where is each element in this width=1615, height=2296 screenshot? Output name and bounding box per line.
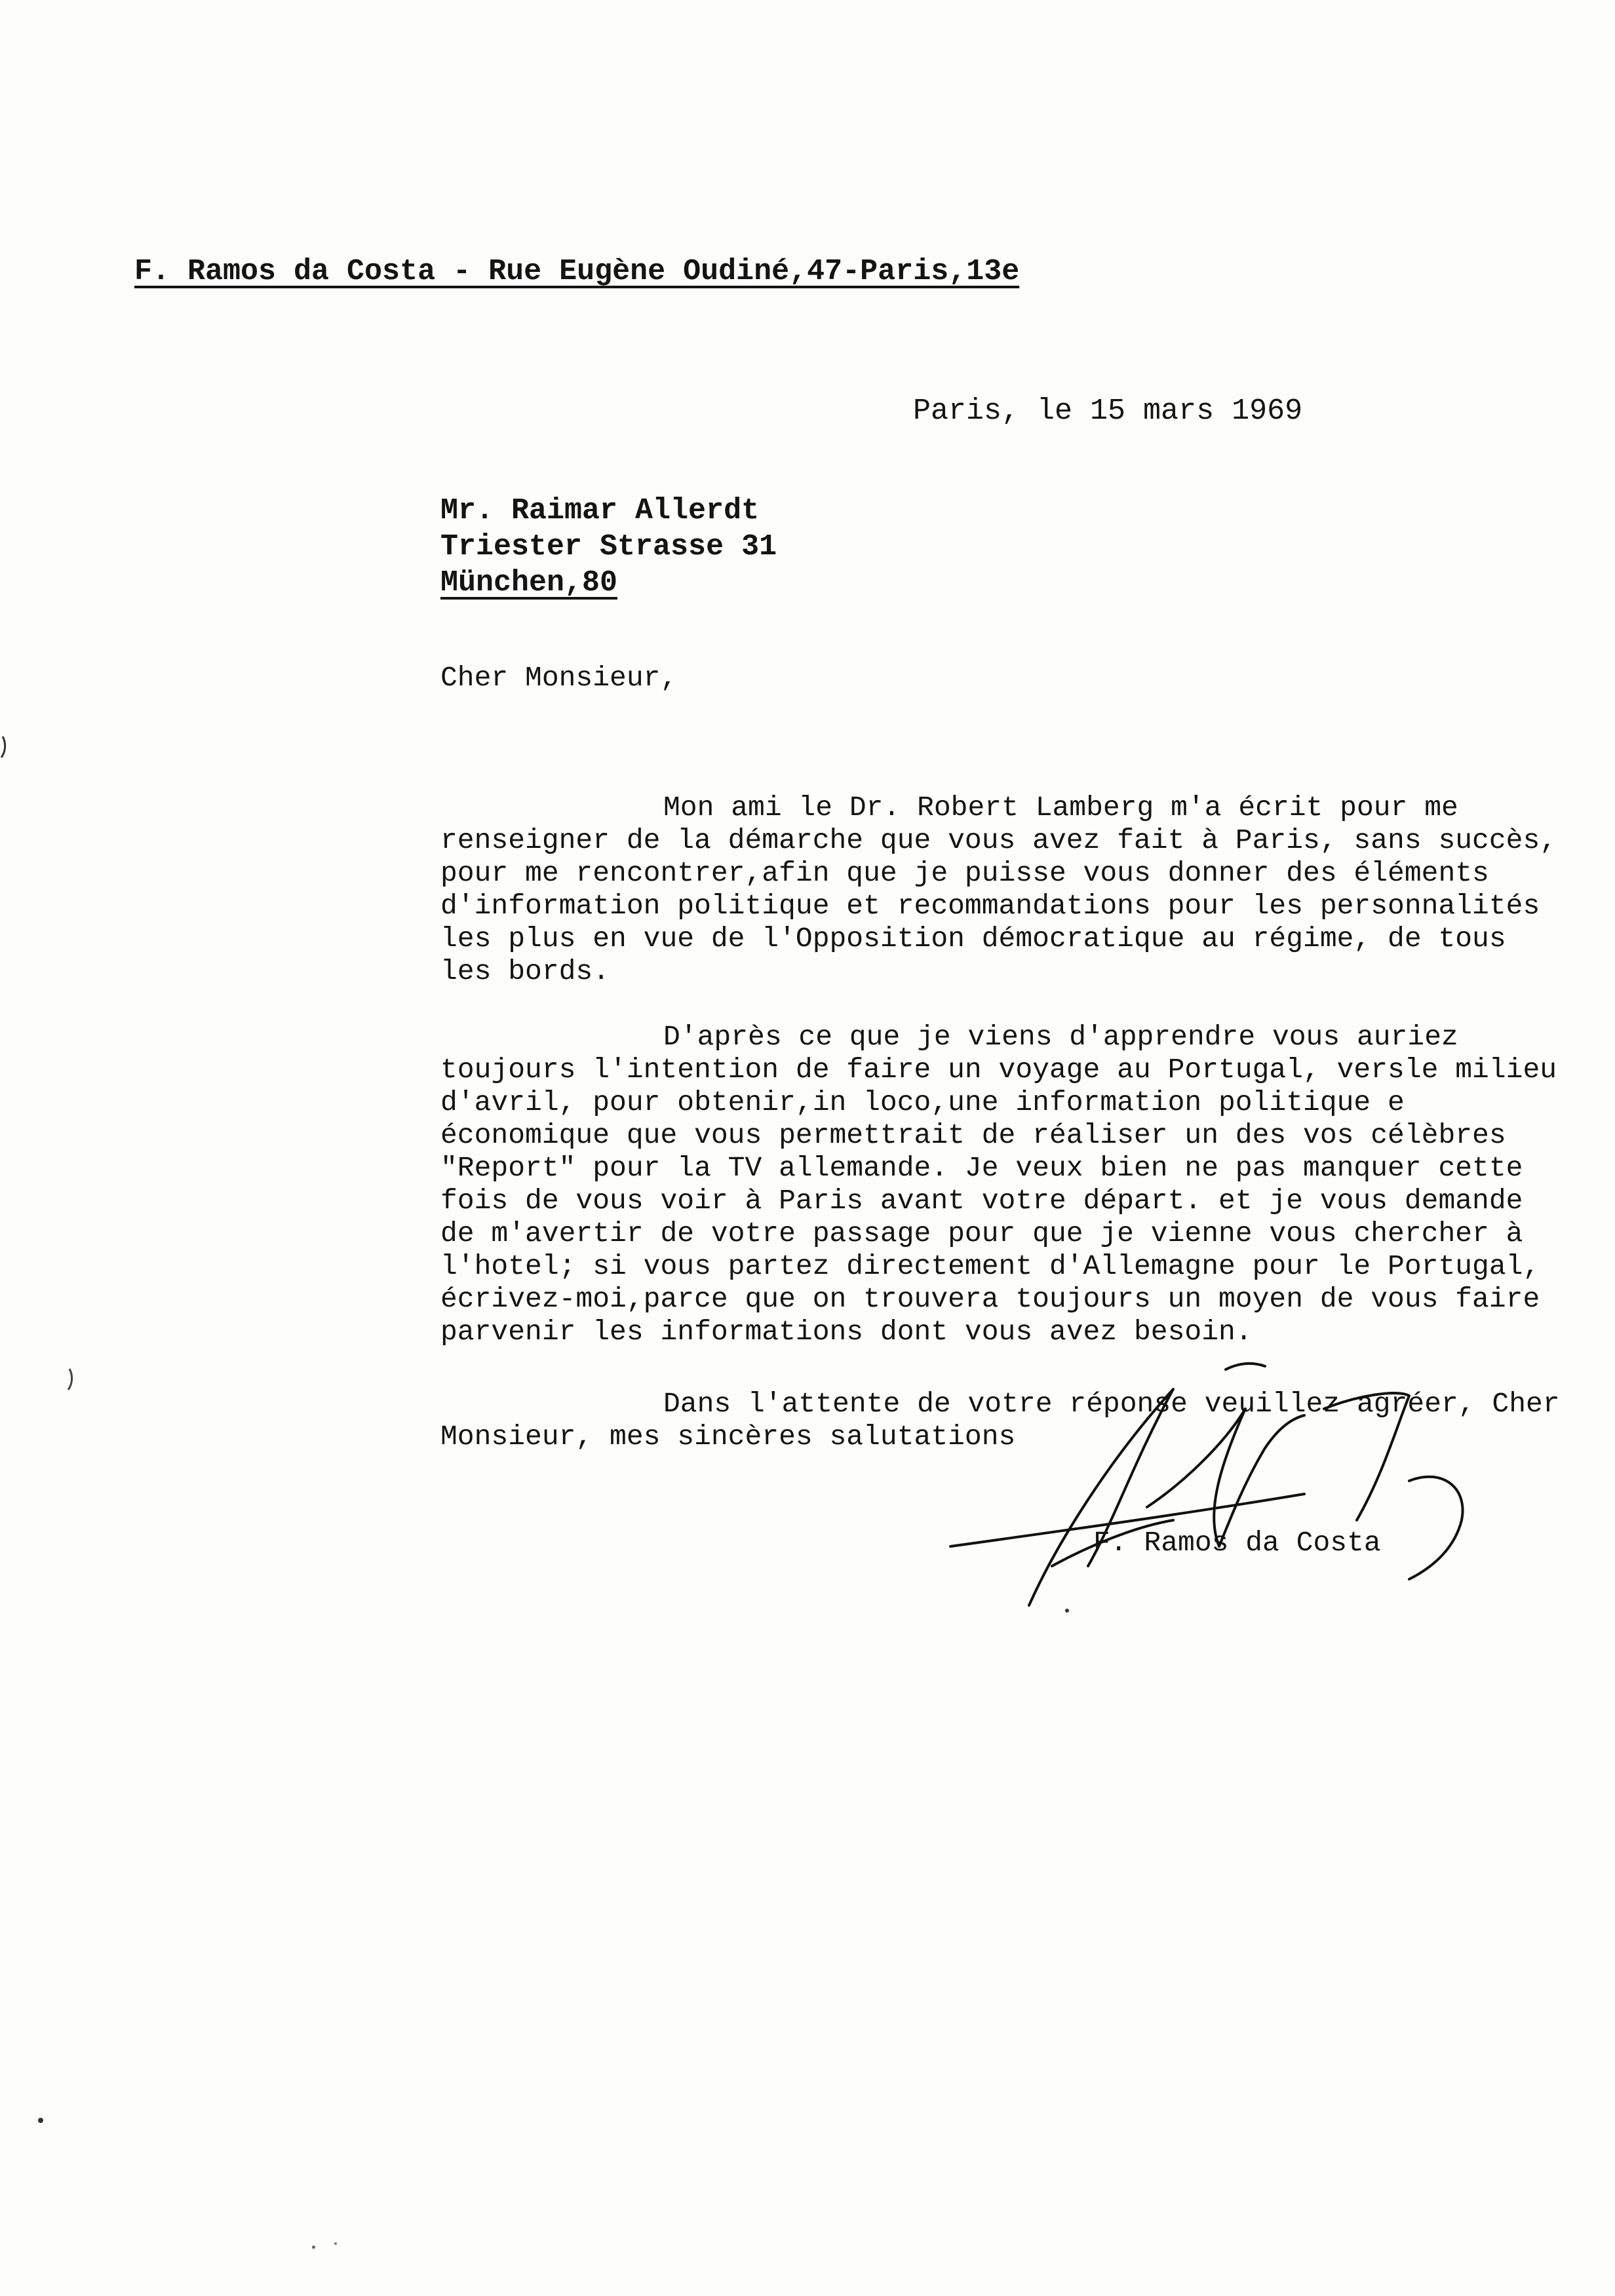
handwritten-signature-icon [937, 1350, 1514, 1625]
scan-mark-icon [0, 734, 13, 760]
paragraph-1: Mon ami le Dr. Robert Lamberg m'a écrit pour me renseigner de la démarche que vous avez fait à Paris, sans succès, pour me rencontrer,afin que je puisse vous donner des éléments d'information politique et recommandations pour les personnalités les plus en vue de l'Opposition démocratique au régime, de tous les bords. [440, 792, 1557, 987]
scan-speck-icon [334, 2242, 337, 2245]
recipient-name: Mr. Raimar Allerdt [440, 494, 760, 527]
letter-date: Paris, le 15 mars 1969 [913, 394, 1303, 428]
recipient-street: Triester Strasse 31 [440, 530, 777, 564]
closing-paragraph: Dans l'attente de votre réponse veuillez agréer, Cher Monsieur, mes sincères salutations [440, 1388, 1560, 1453]
recipient-city: München,80 [440, 566, 618, 600]
signature-name: F. Ramos da Costa [1093, 1527, 1381, 1559]
letterhead: F. Ramos da Costa - Rue Eugène Oudiné,47-Paris,13e [134, 255, 1020, 288]
scan-speck-icon [1065, 1609, 1069, 1613]
scan-mark-icon [67, 1366, 80, 1392]
scan-speck-icon [312, 2246, 315, 2249]
scan-speck-icon [38, 2118, 43, 2123]
salutation: Cher Monsieur, [440, 662, 678, 694]
paragraph-2: D'après ce que je viens d'apprendre vous auriez toujours l'intention de faire un voyage au Portugal, versle milieu d'avril, pour obtenir,in loco,une information politique e économique que vous permettrait de réaliser un des vos célèbres "Report" pour la TV allemande. Je veux bien ne pas manquer cette fois de vous voir à Paris avant votre départ. et je vous demande de m'avertir de votre passage pour que je vienne vous chercher à l'hotel; si vous partez directement d'Allemagne pour le Portugal, écrivez-moi,parce que on trouvera toujours un moyen de vous faire parvenir les informations dont vous avez besoin. [440, 1021, 1557, 1348]
